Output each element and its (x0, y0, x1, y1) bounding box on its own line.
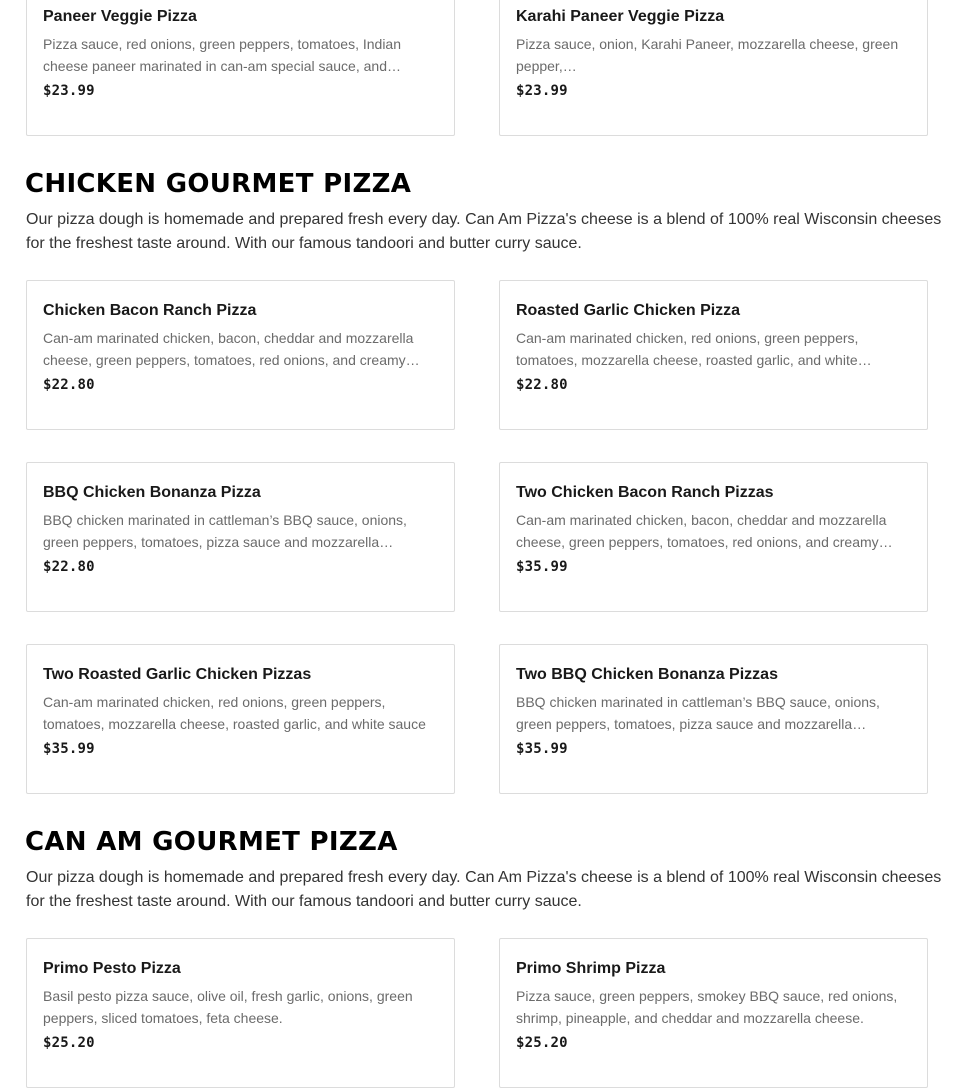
menu-item-name: Two BBQ Chicken Bonanza Pizzas (516, 666, 778, 683)
menu-item-name: Karahi Paneer Veggie Pizza (516, 8, 725, 25)
section-title: CHICKEN GOURMET PIZZA (25, 169, 412, 199)
menu-item-card[interactable] (26, 938, 455, 1088)
menu-item-name: Paneer Veggie Pizza (43, 8, 197, 25)
menu-item-price: $22.80 (516, 377, 568, 393)
menu-item-description: Pizza sauce, green peppers, smokey BBQ sauce, red onions, shrimp, pineapple, and cheddar and mozzarella cheese. (516, 988, 898, 1026)
menu-item-description: Can-am marinated chicken, red onions, green peppers, tomatoes, mozzarella cheese, roasted garlic, and white (516, 330, 859, 368)
menu-item-description: BBQ chicken marinated in cattleman’s BBQ sauce, onions, green peppers, tomatoes, pizza sauce and mozzarella (516, 694, 880, 732)
chicken-gourmet-grid (26, 280, 928, 794)
menu-item-description: Basil pesto pizza sauce, olive oil, fresh garlic, onions, green peppers, sliced tomatoes, feta cheese. (43, 988, 413, 1026)
menu-item-description: Can-am marinated chicken, red onions, green peppers, tomatoes, mozzarella cheese, roasted garlic, and white sauce (43, 694, 426, 732)
menu-item-card[interactable] (499, 462, 928, 612)
menu-item-name: Roasted Garlic Chicken Pizza (516, 302, 741, 319)
top-items-grid (26, 0, 928, 136)
menu-item-price: $35.99 (43, 741, 95, 757)
menu-item-description: BBQ chicken marinated in cattleman’s BBQ sauce, onions, green peppers, tomatoes, pizza sauce and mozzarella (43, 512, 407, 550)
menu-item-name: Two Chicken Bacon Ranch Pizzas (516, 484, 774, 501)
menu-item-description: Pizza sauce, onion, Karahi Paneer, mozzarella cheese, green pepper,… (516, 36, 899, 74)
menu-item-name: Two Roasted Garlic Chicken Pizzas (43, 666, 312, 683)
menu-item-price: $25.20 (516, 1035, 568, 1051)
menu-item-price: $23.99 (43, 83, 95, 99)
menu-item-price: $23.99 (516, 83, 568, 99)
menu-item-name: BBQ Chicken Bonanza Pizza (43, 484, 261, 501)
menu-item-card[interactable] (499, 644, 928, 794)
menu-item-card[interactable] (26, 462, 455, 612)
menu-item-card[interactable] (26, 0, 455, 136)
menu-item-card[interactable] (26, 280, 455, 430)
menu-item-price: $35.99 (516, 559, 568, 575)
menu-item-name: Primo Shrimp Pizza (516, 960, 666, 977)
section-description: Our pizza dough is homemade and prepared fresh every day. Can Am Pizza's cheese is a blend of 100% real Wisconsin cheeses for the freshest taste around. With our famous tandoori and butter curry sauce. (26, 869, 942, 910)
menu-item-card[interactable] (499, 938, 928, 1088)
menu-item-card[interactable] (26, 644, 455, 794)
section-description: Our pizza dough is homemade and prepared fresh every day. Can Am Pizza's cheese is a blend of 100% real Wisconsin cheeses for the freshest taste around. With our famous tandoori and butter curry sauce. (26, 211, 942, 252)
section-title: CAN AM GOURMET PIZZA (25, 827, 398, 857)
menu-item-description: Pizza sauce, red onions, green peppers, tomatoes, Indian cheese paneer marinated in can-am special sauce, and… (43, 36, 401, 74)
menu-item-price: $22.80 (43, 377, 95, 393)
menu-item-price: $35.99 (516, 741, 568, 757)
menu-item-description: Can-am marinated chicken, bacon, cheddar and mozzarella cheese, green peppers, tomatoes, red onions, and creamy… (43, 330, 420, 368)
can-am-gourmet-grid (26, 938, 928, 1088)
menu-item-name: Chicken Bacon Ranch Pizza (43, 302, 257, 319)
menu-item-price: $25.20 (43, 1035, 95, 1051)
menu-item-card[interactable] (499, 0, 928, 136)
menu-item-description: Can-am marinated chicken, bacon, cheddar and mozzarella cheese, green peppers, tomatoes, red onions, and creamy… (516, 512, 893, 550)
menu-item-price: $22.80 (43, 559, 95, 575)
menu-item-name: Primo Pesto Pizza (43, 960, 181, 977)
menu-item-card[interactable] (499, 280, 928, 430)
